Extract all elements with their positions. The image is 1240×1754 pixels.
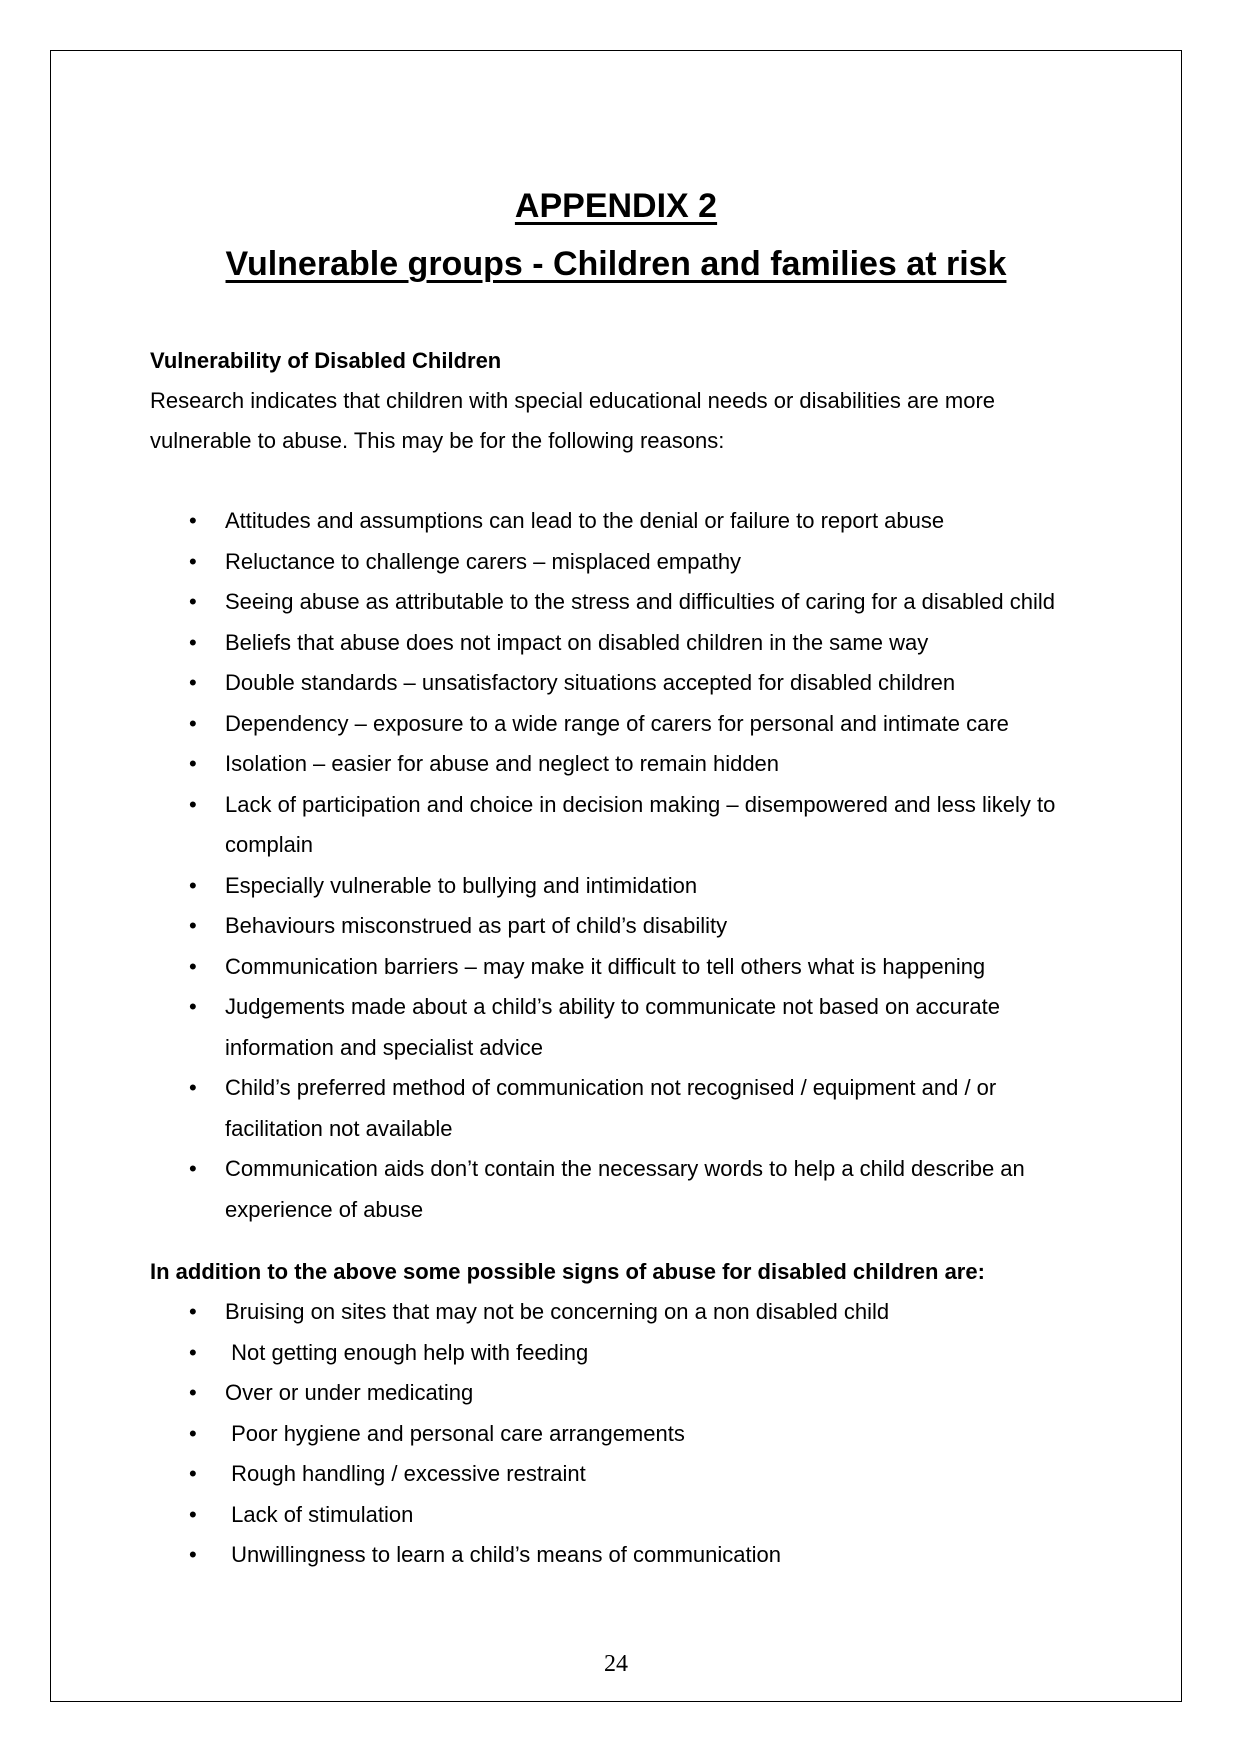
section-title: Vulnerable groups - Children and families at risk	[225, 245, 1007, 283]
list-item	[150, 501, 1100, 542]
list-item-text: Double standards – unsatisfactory situations accepted for disabled children	[225, 670, 956, 695]
list-item-text: Unwillingness to learn a child’s means of communication	[225, 1542, 781, 1567]
list-item-text: Communication barriers – may make it difficult to tell others what is happening	[225, 953, 986, 979]
signs-heading: In addition to the above some possible signs of abuse for disabled children are:	[150, 1259, 985, 1284]
list-item-text: Lack of stimulation	[225, 1501, 414, 1527]
bullet-icon: •	[189, 710, 197, 736]
list-item-text: Isolation – easier for abuse and neglect to remain hidden	[225, 751, 780, 776]
appendix-title: APPENDIX 2	[514, 187, 718, 225]
bullet-icon: •	[189, 1299, 197, 1324]
reasons-list	[150, 501, 1100, 1230]
list-item	[150, 1333, 1100, 1374]
list-item-text: Reluctance to challenge carers – misplaced empathy	[225, 548, 742, 574]
bullet-icon: •	[189, 751, 197, 776]
list-item-text: Not getting enough help with feeding	[225, 1339, 589, 1365]
bullet-icon: •	[189, 670, 197, 695]
bullet-icon: •	[189, 589, 197, 614]
list-item	[150, 542, 1100, 583]
list-item-text: Communication aids don’t contain the necessary words to help a child describe an experience of abuse	[225, 1156, 1025, 1222]
bullet-icon: •	[189, 913, 197, 938]
list-item	[150, 866, 1100, 907]
list-item-text: Poor hygiene and personal care arrangements	[225, 1420, 685, 1446]
list-item	[150, 744, 1100, 785]
bullet-icon: •	[189, 994, 197, 1019]
list-item	[150, 785, 1100, 866]
list-item-text: Dependency – exposure to a wide range of carers for personal and intimate care	[225, 710, 1009, 736]
list-item	[150, 623, 1100, 664]
list-item	[150, 1414, 1100, 1455]
list-item	[150, 906, 1100, 947]
list-item	[150, 1292, 1100, 1333]
subheading: Vulnerability of Disabled Children	[150, 348, 502, 373]
signs-list	[150, 1292, 1100, 1576]
list-item-text: Child’s preferred method of communication not recognised / equipment and / or facilitation not available	[225, 1075, 997, 1141]
list-item	[150, 704, 1100, 745]
list-item-text: Bruising on sites that may not be concerning on a non disabled child	[225, 1299, 890, 1324]
list-item-text: Lack of participation and choice in decision making – disempowered and less likely to complain	[225, 791, 1056, 857]
bullet-icon: •	[189, 1380, 197, 1405]
list-item-text: Seeing abuse as attributable to the stress and difficulties of caring for a disabled child	[225, 589, 1055, 614]
bullet-icon: •	[189, 629, 197, 655]
bullet-icon: •	[189, 872, 197, 898]
list-item	[150, 987, 1100, 1068]
list-item-text: Judgements made about a child’s ability to communicate not based on accurate information and specialist advice	[225, 994, 1000, 1060]
list-item	[150, 1373, 1100, 1414]
bullet-icon: •	[189, 1501, 197, 1527]
list-item	[150, 663, 1100, 704]
bullet-icon: •	[189, 548, 197, 574]
bullet-icon: •	[189, 791, 197, 817]
list-item	[150, 1149, 1100, 1230]
bullet-icon: •	[189, 1542, 197, 1567]
intro-paragraph: Research indicates that children with special educational needs or disabilities are more vulnerable to abuse. This may be for the following reasons:	[150, 388, 996, 453]
list-item-text: Rough handling / excessive restraint	[225, 1461, 586, 1486]
bullet-icon: •	[189, 1075, 197, 1100]
bullet-icon: •	[189, 1339, 197, 1365]
bullet-icon: •	[189, 508, 197, 533]
list-item-text: Over or under medicating	[225, 1380, 474, 1405]
bullet-icon: •	[189, 1156, 197, 1181]
bullet-icon: •	[189, 1461, 197, 1486]
page-number: 24	[604, 1651, 628, 1677]
list-item	[150, 582, 1100, 623]
list-item	[150, 1535, 1100, 1576]
document-body	[150, 340, 1100, 1576]
bullet-icon: •	[189, 953, 197, 979]
list-item	[150, 1454, 1100, 1495]
list-item-text: Especially vulnerable to bullying and intimidation	[225, 872, 698, 898]
list-item-text: Behaviours misconstrued as part of child’s disability	[225, 913, 728, 938]
list-item	[150, 1495, 1100, 1536]
list-item-text: Attitudes and assumptions can lead to the denial or failure to report abuse	[225, 508, 945, 533]
list-item-text: Beliefs that abuse does not impact on disabled children in the same way	[225, 629, 929, 655]
list-item	[150, 947, 1100, 988]
bullet-icon: •	[189, 1420, 197, 1446]
list-item	[150, 1068, 1100, 1149]
